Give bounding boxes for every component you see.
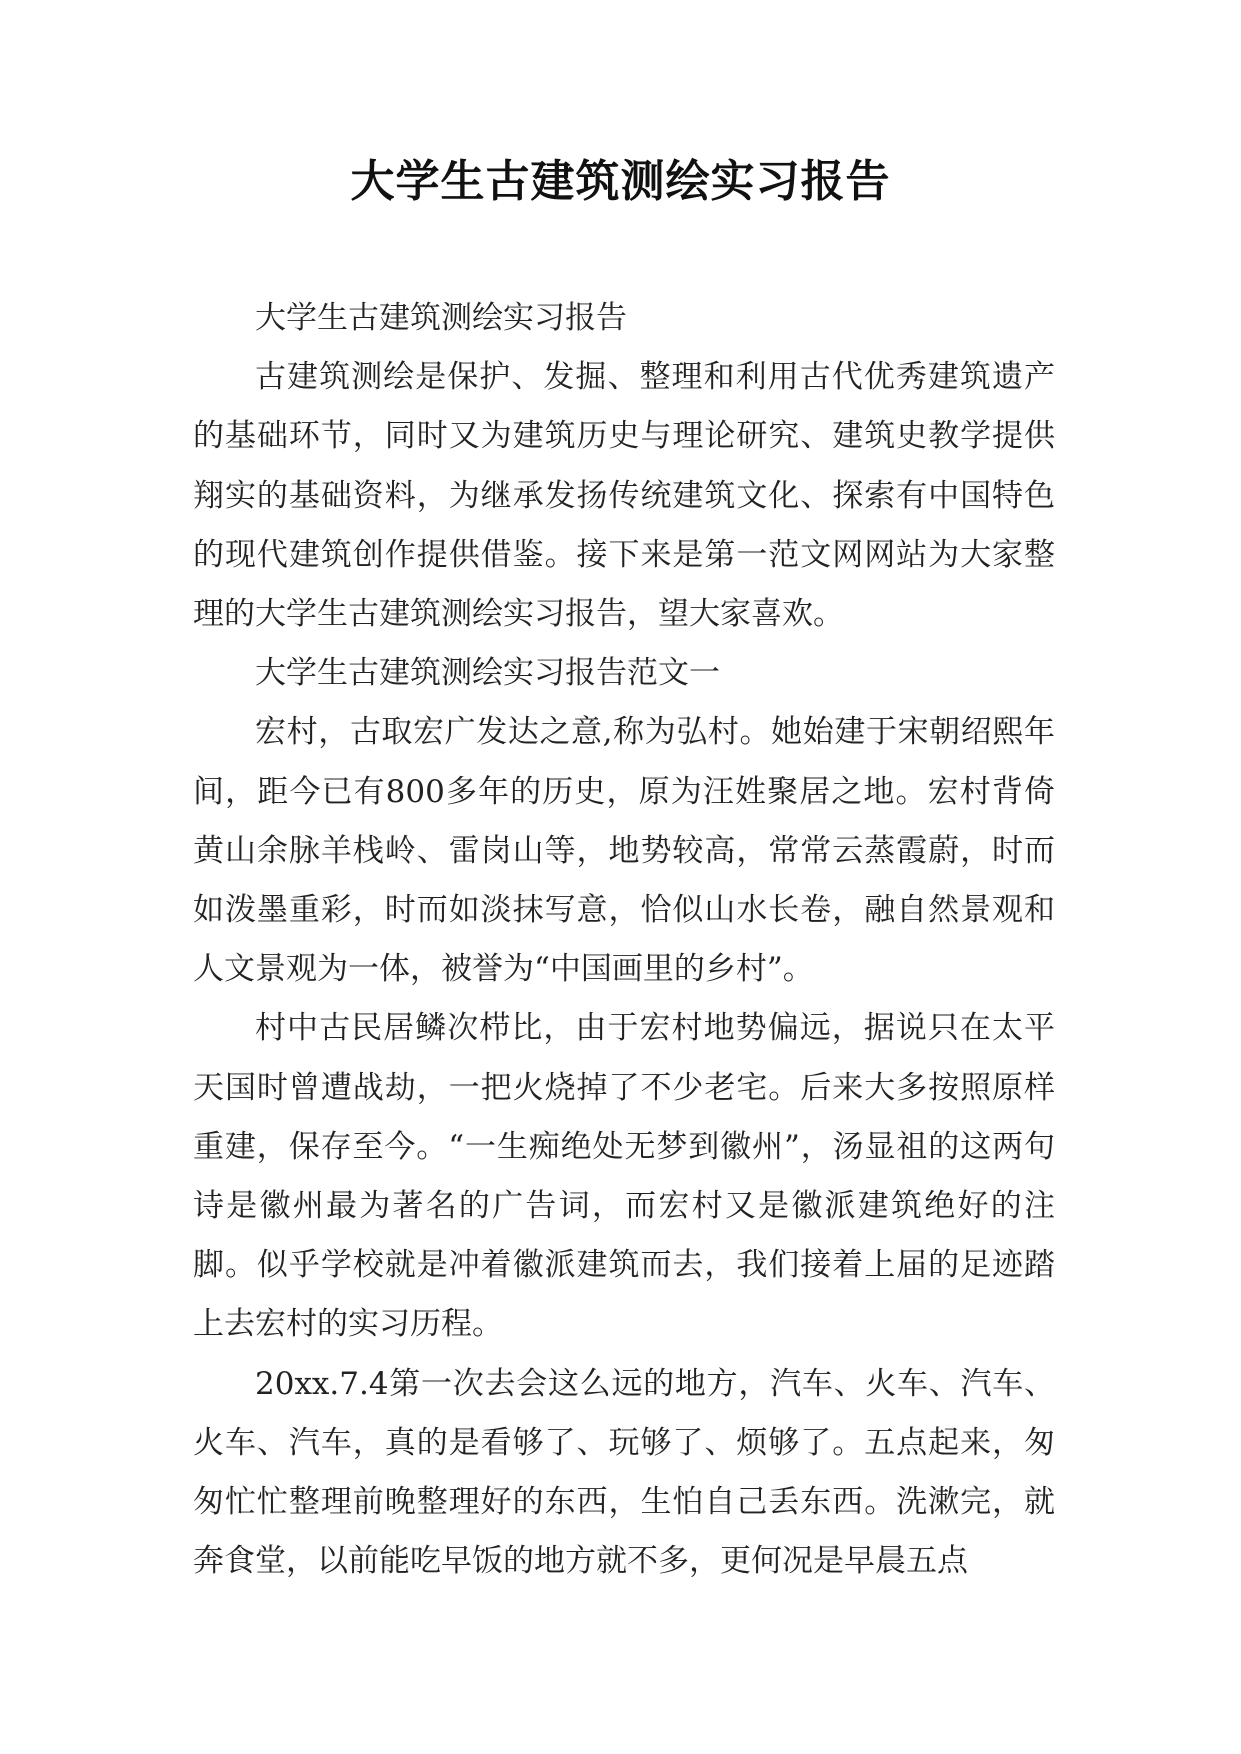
- paragraph-subtitle: 大学生古建筑测绘实习报告: [255, 300, 627, 336]
- paragraph-journey: 20xx.7.4第一次去会这么远的地方，汽车、火车、汽车、火车、汽车，真的是看够了、玩够了、烦够了。五点起来，匆匆忙忙整理前晚整理好的东西，生怕自己丢东西。洗漱完，就奔食堂，以前能吃早饭的地方就不多，更何况是早晨五点: [193, 1365, 1055, 1580]
- paragraph-section-heading: 大学生古建筑测绘实习报告范文一: [255, 655, 720, 692]
- paragraph-intro: 古建筑测绘是保护、发掘、整理和利用古代优秀建筑遗产的基础环节，同时又为建筑历史与理论研究、建筑史教学提供翔实的基础资料，为继承发扬传统建筑文化、探索有中国特色的现代建筑创作提供借鉴。接下来是第一范文网网站为大家整理的大学生古建筑测绘实习报告，望大家喜欢。: [193, 359, 1055, 633]
- document-title: 大学生古建筑测绘实习报告: [350, 156, 891, 207]
- paragraph-hongcun: 宏村，古取宏广发达之意,称为弘村。她始建于宋朝绍熙年间，距今已有800多年的历史，原为汪姓聚居之地。宏村背倚黄山余脉羊栈岭、雷岗山等，地势较高，常常云蒸霞蔚，时而如泼墨重彩，时而如淡抹写意，恰似山水长卷，融自然景观和人文景观为一体，被誉为“中国画里的乡村”。: [193, 714, 1055, 988]
- document-body: [193, 289, 1055, 1591]
- paragraph-village: 村中古民居鳞次栉比，由于宏村地势偏远，据说只在太平天国时曾遭战劫，一把火烧掉了不少老宅。后来大多按照原样重建，保存至今。“一生痴绝处无梦到徽州”，汤显祖的这两句诗是徽州最为著名的广告词，而宏村又是徽派建筑绝好的注脚。似乎学校就是冲着徽派建筑而去，我们接着上届的足迹踏上去宏村的实习历程。: [193, 1010, 1055, 1343]
